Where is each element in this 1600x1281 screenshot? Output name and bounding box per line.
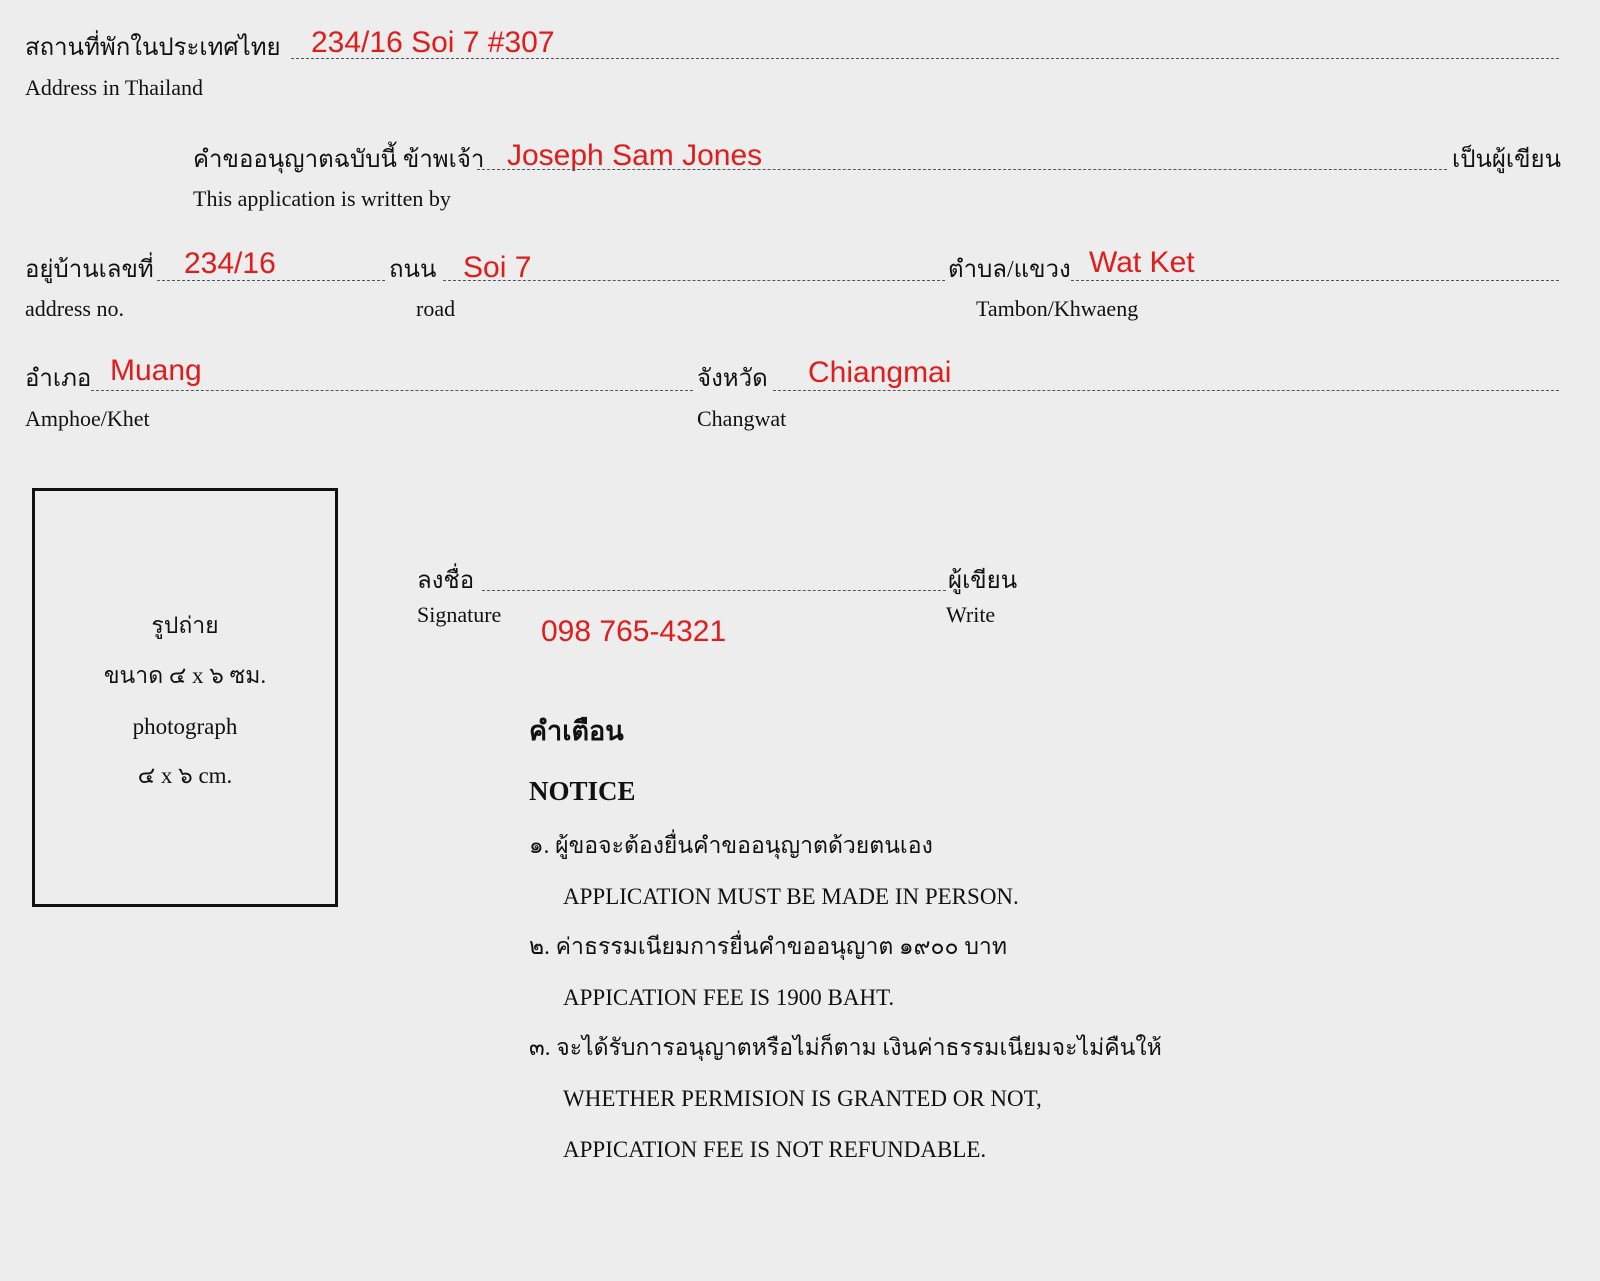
changwat-label-th: จังหวัด	[697, 366, 768, 392]
notice-title-th: คำเตือน	[529, 716, 624, 746]
signature-suffix-en: Write	[946, 602, 996, 627]
address-in-thailand-value[interactable]: 234/16 Soi 7 #307	[311, 26, 555, 59]
notice-item-1-th: ๑. ผู้ขอจะต้องยื่นคำขออนุญาตด้วยตนเอง	[529, 833, 933, 858]
written-by-label-en: This application is written by	[193, 186, 451, 211]
address-no-line	[157, 280, 385, 281]
phone-value[interactable]: 098 765-4321	[541, 615, 727, 648]
road-value[interactable]: Soi 7	[463, 251, 532, 284]
photo-size-th: ขนาด ๔ x ๖ ซม.	[103, 663, 267, 688]
amphoe-label-en: Amphoe/Khet	[25, 406, 150, 431]
notice-item-3-th: ๓. จะได้รับการอนุญาตหรือไม่ก็ตาม เงินค่าธรรมเนียมจะไม่คืนให้	[529, 1035, 1162, 1060]
road-label-en: road	[416, 296, 456, 321]
signature-label-th: ลงชื่อ	[417, 568, 475, 594]
address-in-thailand-label-en: Address in Thailand	[25, 75, 204, 100]
written-by-suffix-th: เป็นผู้เขียน	[1452, 147, 1561, 173]
photo-label-en: photograph	[132, 714, 238, 739]
address-no-label-th: อยู่บ้านเลขที่	[25, 257, 154, 283]
signature-label-en: Signature	[417, 602, 502, 627]
photo-box	[32, 488, 338, 907]
notice-title-en: NOTICE	[529, 776, 636, 806]
written-by-value[interactable]: Joseph Sam Jones	[507, 139, 763, 172]
tambon-label-th: ตำบล/แขวง	[948, 257, 1071, 283]
signature-line	[482, 590, 946, 591]
road-line	[443, 280, 945, 281]
written-by-label-th: คำขออนุญาตฉบับนี้ ข้าพเจ้า	[193, 147, 485, 173]
written-by-line	[477, 169, 1447, 170]
tambon-value[interactable]: Wat Ket	[1089, 246, 1195, 279]
road-label-th: ถนน	[389, 257, 437, 283]
changwat-line	[773, 390, 1559, 391]
notice-item-1-en: APPLICATION MUST BE MADE IN PERSON.	[563, 884, 1019, 909]
changwat-value[interactable]: Chiangmai	[808, 356, 952, 389]
amphoe-label-th: อำเภอ	[25, 366, 92, 392]
notice-item-2-en: APPICATION FEE IS 1900 BAHT.	[563, 985, 895, 1010]
address-no-label-en: address no.	[25, 296, 124, 321]
photo-size-en: ๔ x ๖ cm.	[137, 763, 233, 788]
address-in-thailand-label-th: สถานที่พักในประเทศไทย	[25, 35, 281, 61]
tambon-line	[1071, 280, 1559, 281]
address-no-value[interactable]: 234/16	[184, 247, 276, 280]
amphoe-line	[91, 390, 693, 391]
tambon-label-en: Tambon/Khwaeng	[976, 296, 1139, 321]
signature-suffix-th: ผู้เขียน	[948, 568, 1018, 594]
notice-item-3-en-line-2: APPICATION FEE IS NOT REFUNDABLE.	[563, 1137, 987, 1162]
changwat-label-en: Changwat	[697, 406, 787, 431]
photo-label-th: รูปถ่าย	[151, 613, 219, 638]
notice-item-2-th: ๒. ค่าธรรมเนียมการยื่นคำขออนุญาต ๑๙๐๐ บาท	[529, 934, 1008, 959]
amphoe-value[interactable]: Muang	[110, 354, 202, 387]
notice-item-3-en-line-1: WHETHER PERMISION IS GRANTED OR NOT,	[563, 1086, 1042, 1111]
address-in-thailand-line	[291, 58, 1559, 59]
